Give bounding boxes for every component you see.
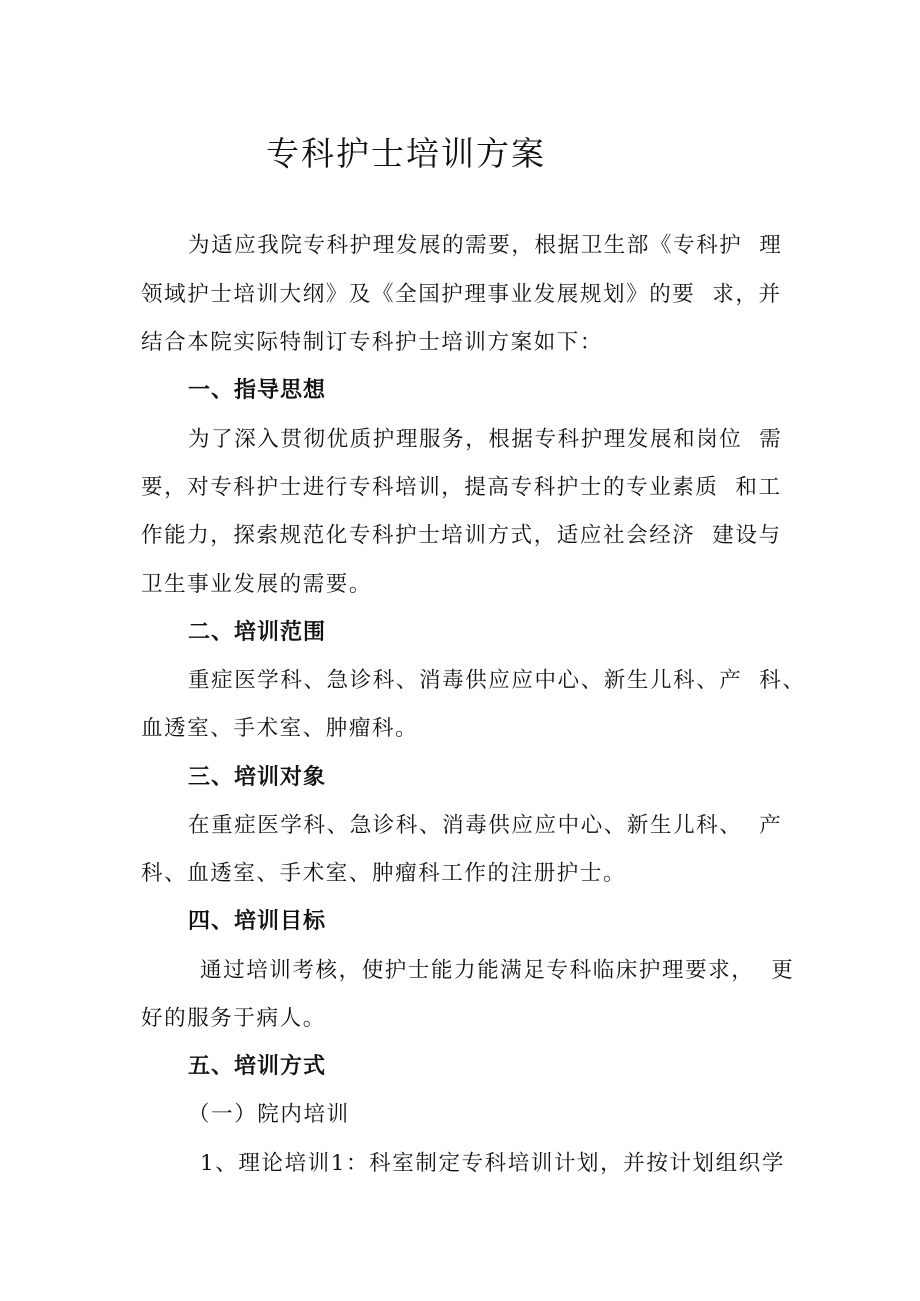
section-heading-training-target: 三、培训对象 [188,765,327,790]
section-2-line-1: 重症医学科、急诊科、消毒供应应中心、新生儿科、产 科、 [188,668,806,693]
section-5-line-1: （一）院内培训 [188,1102,350,1127]
section-heading-training-methods: 五、培训方式 [188,1054,327,1079]
section-1-line-1: 为了深入贯彻优质护理服务，根据专科护理发展和岗位 需 [188,427,783,452]
section-1-line-3: 作能力，探索规范化专科护士培训方式，适应社会经济 建设与 [141,523,782,548]
intro-line-3: 结合本院实际特制订专科护士培训方案如下： [141,330,604,355]
section-heading-training-goals: 四、培训目标 [188,909,327,934]
section-2-line-2: 血透室、手术室、肿瘤科。 [141,716,419,741]
section-3-line-2: 科、血透室、手术室、肿瘤科工作的注册护士。 [141,861,627,886]
section-1-line-4: 卫生事业发展的需要。 [141,572,373,597]
section-1-line-2: 要，对专科护士进行专科培训，提高专科护士的专业素质 和工 [141,475,782,500]
section-4-line-2: 好的服务于病人。 [141,1006,326,1031]
intro-line-1: 为适应我院专科护理发展的需要，根据卫生部《专科护 理 [188,233,783,258]
section-5-line-2: 1、理论培训1：科室制定专科培训计划，并按计划组织学 [200,1151,785,1176]
intro-line-2: 领域护士培训大纲》及《全国护理事业发展规划》的要 求，并 [141,282,782,307]
section-3-line-1: 在重症医学科、急诊科、消毒供应应中心、新生儿科、 产 [188,813,783,838]
document-title: 专科护士培训方案 [266,134,546,173]
section-4-line-1: 通过培训考核，使护士能力能满足专科临床护理要求， 更 [200,958,795,983]
section-heading-guiding-ideology: 一、指导思想 [188,378,327,403]
section-heading-training-scope: 二、培训范围 [188,620,327,645]
